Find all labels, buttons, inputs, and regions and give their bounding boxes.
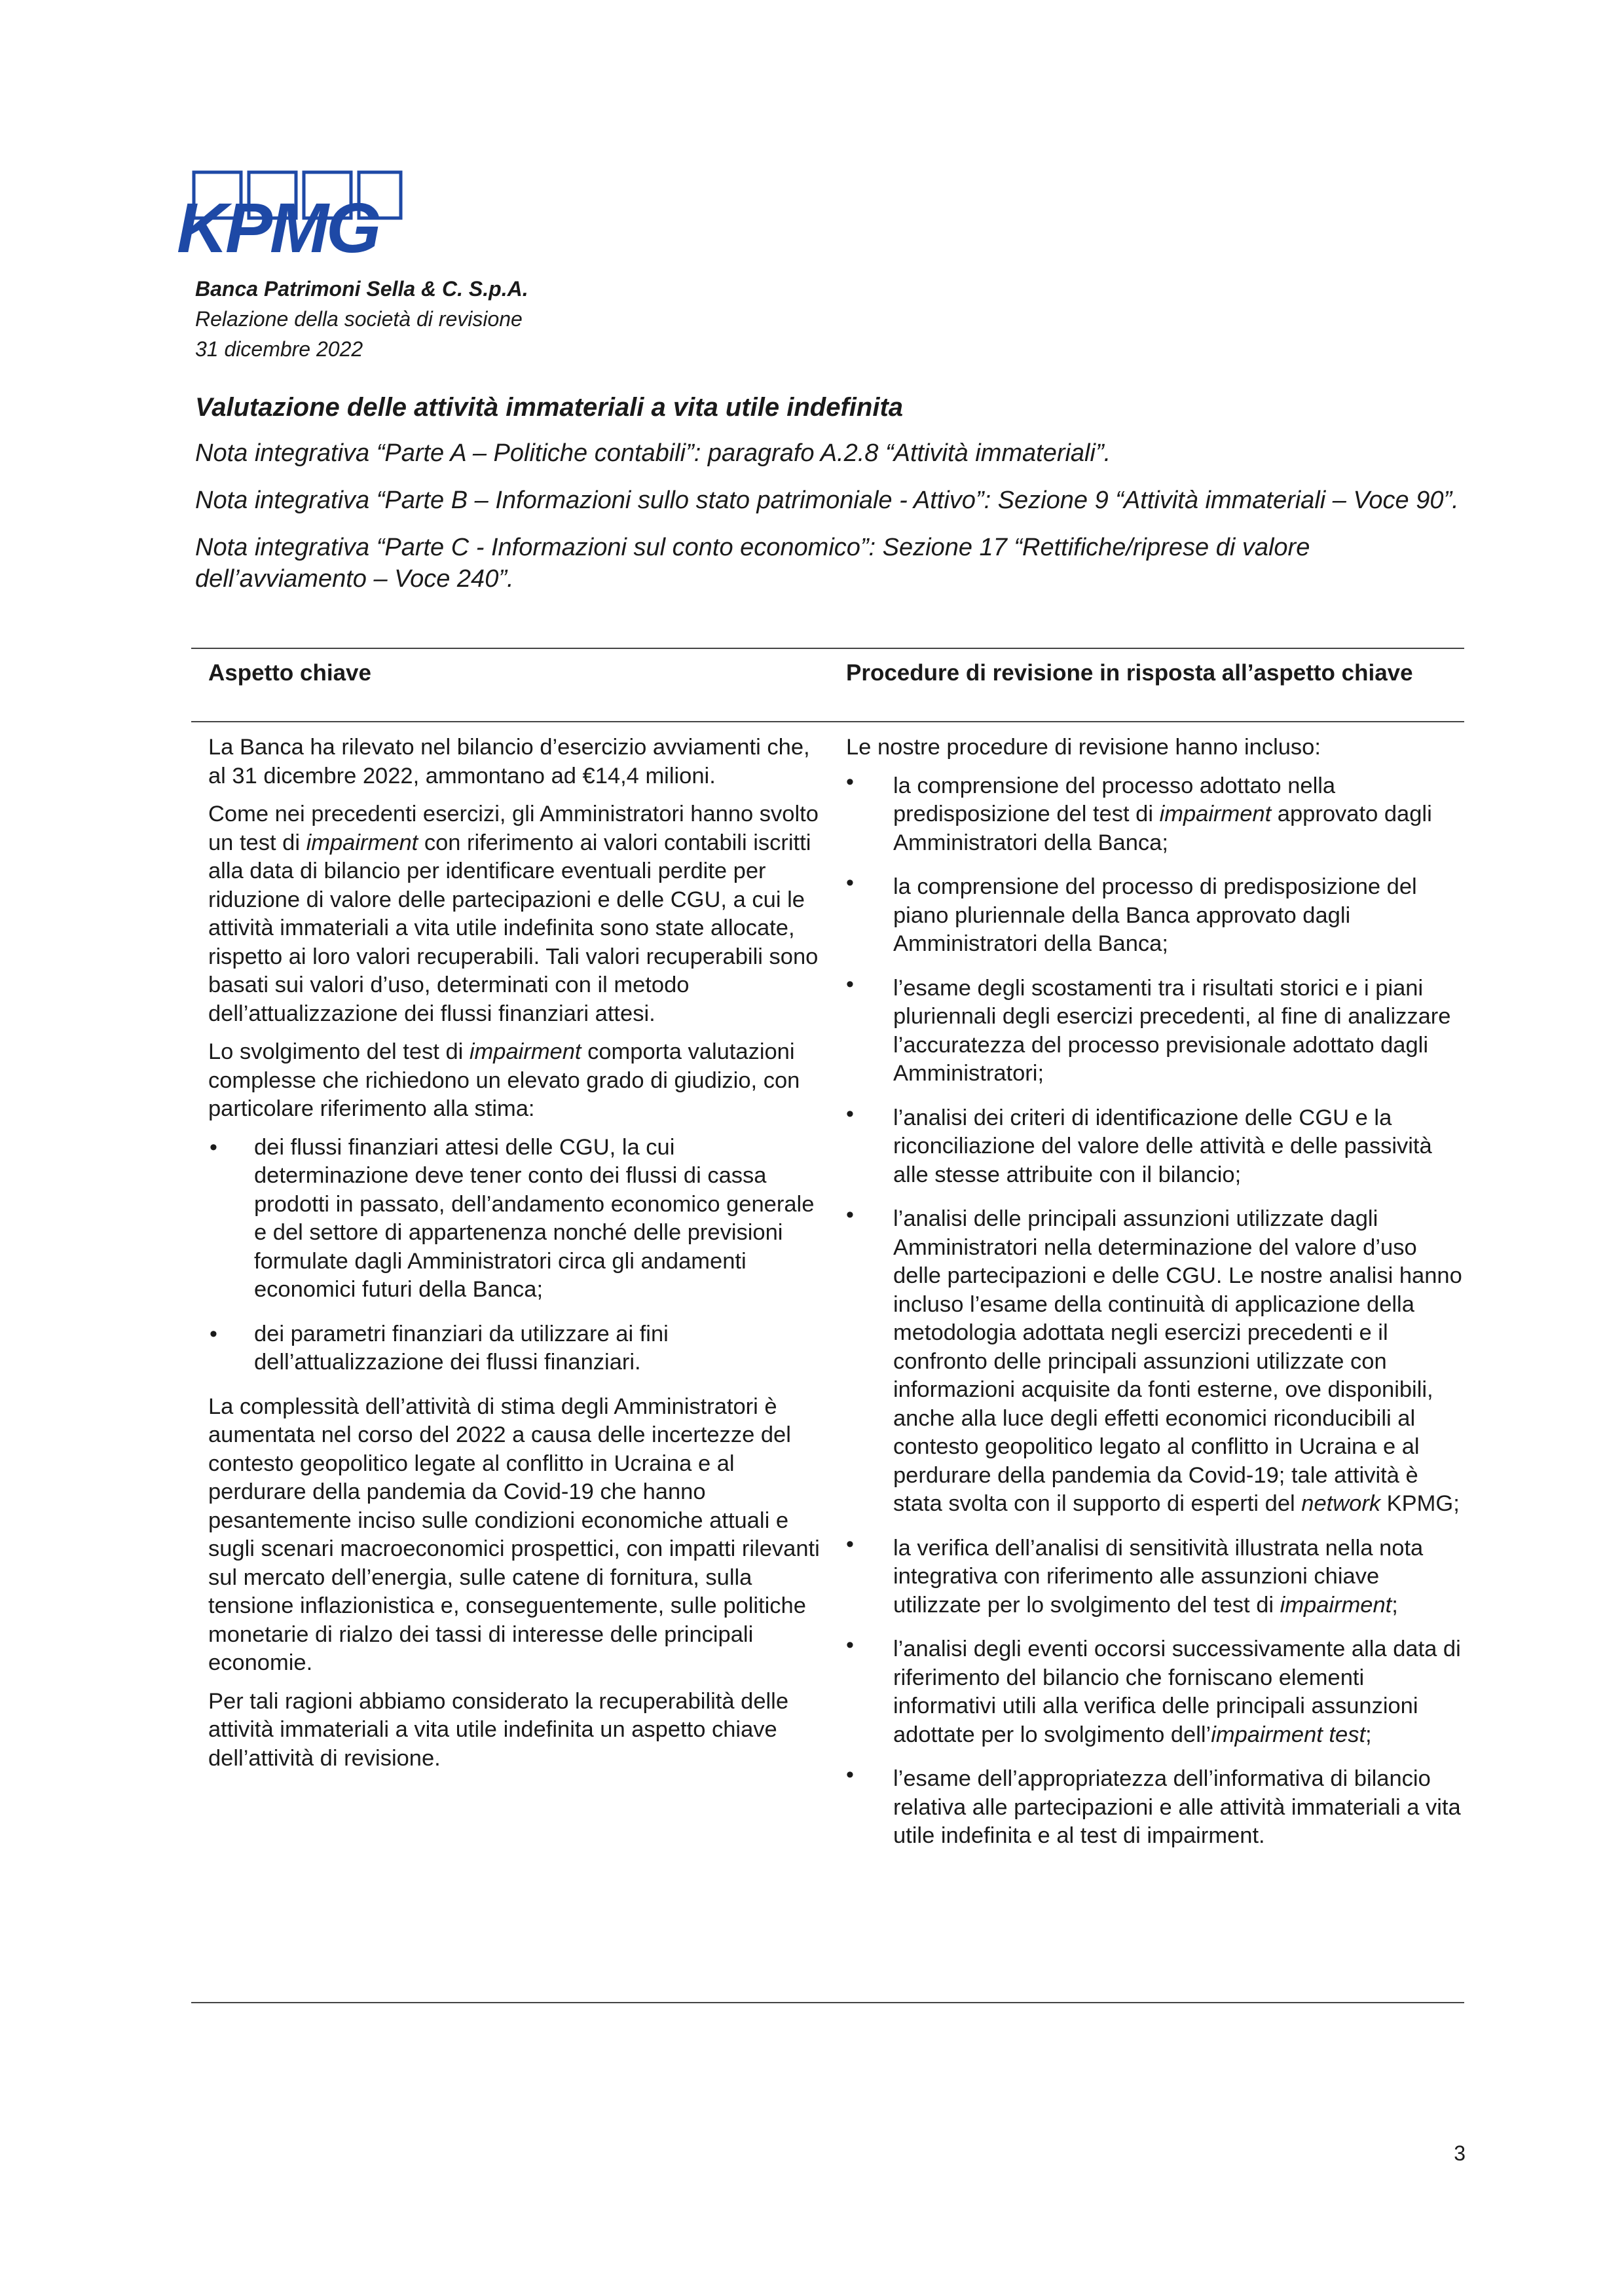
- bullet-icon: •: [846, 1202, 854, 1227]
- key-aspect-paragraph-5: Per tali ragioni abbiamo considerato la recuperabilità delle attività immateriali a vita utile indefinita un aspetto chiave dell’attività di revisione.: [208, 1688, 789, 1771]
- table-bottom-rule: [191, 2002, 1464, 2003]
- page-number: 3: [1454, 2141, 1466, 2165]
- list-item: • la verifica dell’analisi di sensitività illustrata nella nota integrativa con riferimento alle assunzioni chiave utilizzate per lo svolgimento del test di impairment;: [846, 1531, 1424, 1618]
- bullet-icon: •: [846, 870, 854, 895]
- bullet-icon: •: [846, 1633, 854, 1657]
- list-item: • l’analisi dei criteri di identificazione delle CGU e la riconciliazione del valore delle attività e delle passività alle stesse attribuite con il bilancio;: [846, 1101, 1432, 1187]
- table-top-rule: [191, 648, 1464, 649]
- bullet-icon: •: [846, 971, 854, 997]
- report-date: 31 dicembre 2022: [195, 337, 363, 361]
- bullet-icon: •: [846, 1762, 854, 1787]
- list-item: • l’esame degli scostamenti tra i risultati storici e i piani pluriennali degli esercizi precedenti, al fine di analizzare l’accuratezza del processo previsionale adottato dagli Amministratori;: [846, 971, 1451, 1086]
- section-title: Valutazione delle attività immateriali a vita utile indefinita: [195, 393, 904, 422]
- procedures-intro: Le nostre procedure di revisione hanno incluso:: [846, 735, 1321, 760]
- company-name: Banca Patrimoni Sella & C. S.p.A.: [195, 277, 528, 301]
- section-heading: [195, 390, 1479, 610]
- bullet-icon: •: [210, 1321, 217, 1346]
- list-item: • l’analisi delle principali assunzioni utilizzate dagli Amministratori nella determinazione del valore d’uso delle partecipazioni e delle CGU. Le nostre analisi hanno incluso l’esame della continuità di applicazione della metodologia adottata negli esercizi precedenti e il confronto delle principali assunzioni utilizzate con informazioni acquisite da fonti esterne, ove disponibili, anche alla luce degli effetti economici riconducibili al contesto geopolitico legato al conflitto in Ucraina e al perdurare della pandemia da Covid-19; tale attività è stata svolta con il supporto di esperti del network KPMG;: [846, 1202, 1462, 1516]
- svg-text:KPMG: KPMG: [177, 188, 378, 262]
- document-header: [195, 274, 528, 364]
- kpmg-logo: [175, 167, 405, 262]
- key-aspect-paragraph-2: Come nei precedenti esercizi, gli Amministratori hanno svolto un test di impairment con riferimento ai valori contabili iscritti alla data di bilancio per identificare eventuali perdite per riduzione di valore delle partecipazioni e delle CGU, a cui le attività immateriali a vita utile indefinita sono state allocate, rispetto ai loro valori recuperabili. Tali valori recuperabili sono basati sui valori d’uso, determinati con il metodo dell’attualizzazione dei flussi finanziari attesi.: [208, 802, 819, 1026]
- list-item: • l’esame dell’appropriatezza dell’informativa di bilancio relativa alle partecipazioni e alle attività immateriali a vita utile indefinita e al test di impairment.: [846, 1762, 1461, 1848]
- key-aspect-paragraph-3: Lo svolgimento del test di impairment comporta valutazioni complesse che richiedono un elevato grado di giudizio, con particolare riferimento alla stima:: [208, 1039, 800, 1121]
- list-item: • l’analisi degli eventi occorsi successivamente alla data di riferimento del bilancio che forniscano elementi informativi utili alla verifica delle principali assunzioni adottate per lo svolgimento dell’impairment test;: [846, 1633, 1461, 1747]
- list-item: • dei parametri finanziari da utilizzare ai fini dell’attualizzazione dei flussi finanziari.: [210, 1321, 669, 1375]
- bullet-icon: •: [846, 1101, 854, 1126]
- note-parte-a: Nota integrativa “Parte A – Politiche contabili”: paragrafo A.2.8 “Attività immateriali”.: [195, 439, 1111, 467]
- column-header-audit-procedures: Procedure di revisione in risposta all’aspetto chiave: [846, 660, 1413, 686]
- key-aspect-paragraph-4: La complessità dell’attività di stima degli Amministratori è aumentata nel corso del 2022 a causa delle incertezze del contesto geopolitico legate al conflitto in Ucraina e al perdurare della pandemia da Covid-19 che hanno pesantemente inciso sulle condizioni economiche attuali e sugli scenari macroeconomici prospettici, con impatti rilevanti sul mercato dell’energia, sulle catene di fornitura, sulla tensione inflazionistica e, conseguentemente, sulle politiche monetarie di rialzo dei tassi di interesse delle principali economie.: [208, 1394, 820, 1675]
- list-item: • la comprensione del processo di predisposizione del piano pluriennale della Banca approvato dagli Amministratori della Banca;: [846, 870, 1417, 956]
- table-header-rule: [191, 721, 1464, 722]
- note-parte-c: Nota integrativa “Parte C - Informazioni sul conto economico”: Sezione 17 “Rettifiche/riprese di valore dell’avviamento – Voce 240”.: [195, 534, 1310, 593]
- key-aspect-column: [208, 733, 827, 1783]
- list-item: • dei flussi finanziari attesi delle CGU, la cui determinazione deve tener conto dei flussi di cassa prodotti in passato, dell’andamento economico generale e del settore di appartenenza nonché delle previsioni formulate dagli Amministratori circa gli andamenti economici futuri della Banca;: [210, 1134, 815, 1302]
- list-item: • la comprensione del processo adottato nella predisposizione del test di impairment approvato dagli Amministratori della Banca;: [846, 769, 1432, 855]
- audit-procedures-column: [846, 733, 1465, 1866]
- key-aspect-bullet-list: [208, 1134, 827, 1377]
- note-parte-b: Nota integrativa “Parte B – Informazioni sullo stato patrimoniale - Attivo”: Sezione 9 “Attività immateriali – Voce 90”.: [195, 487, 1459, 514]
- key-aspect-paragraph-1: La Banca ha rilevato nel bilancio d’esercizio avviamenti che, al 31 dicembre 2022, ammontano ad €14,4 milioni.: [208, 735, 810, 788]
- bullet-icon: •: [846, 1531, 854, 1557]
- procedures-bullet-list: [846, 769, 1465, 1851]
- report-title: Relazione della società di revisione: [195, 307, 523, 331]
- bullet-icon: •: [210, 1134, 217, 1160]
- bullet-icon: •: [846, 769, 854, 794]
- column-header-key-aspect: Aspetto chiave: [208, 660, 371, 686]
